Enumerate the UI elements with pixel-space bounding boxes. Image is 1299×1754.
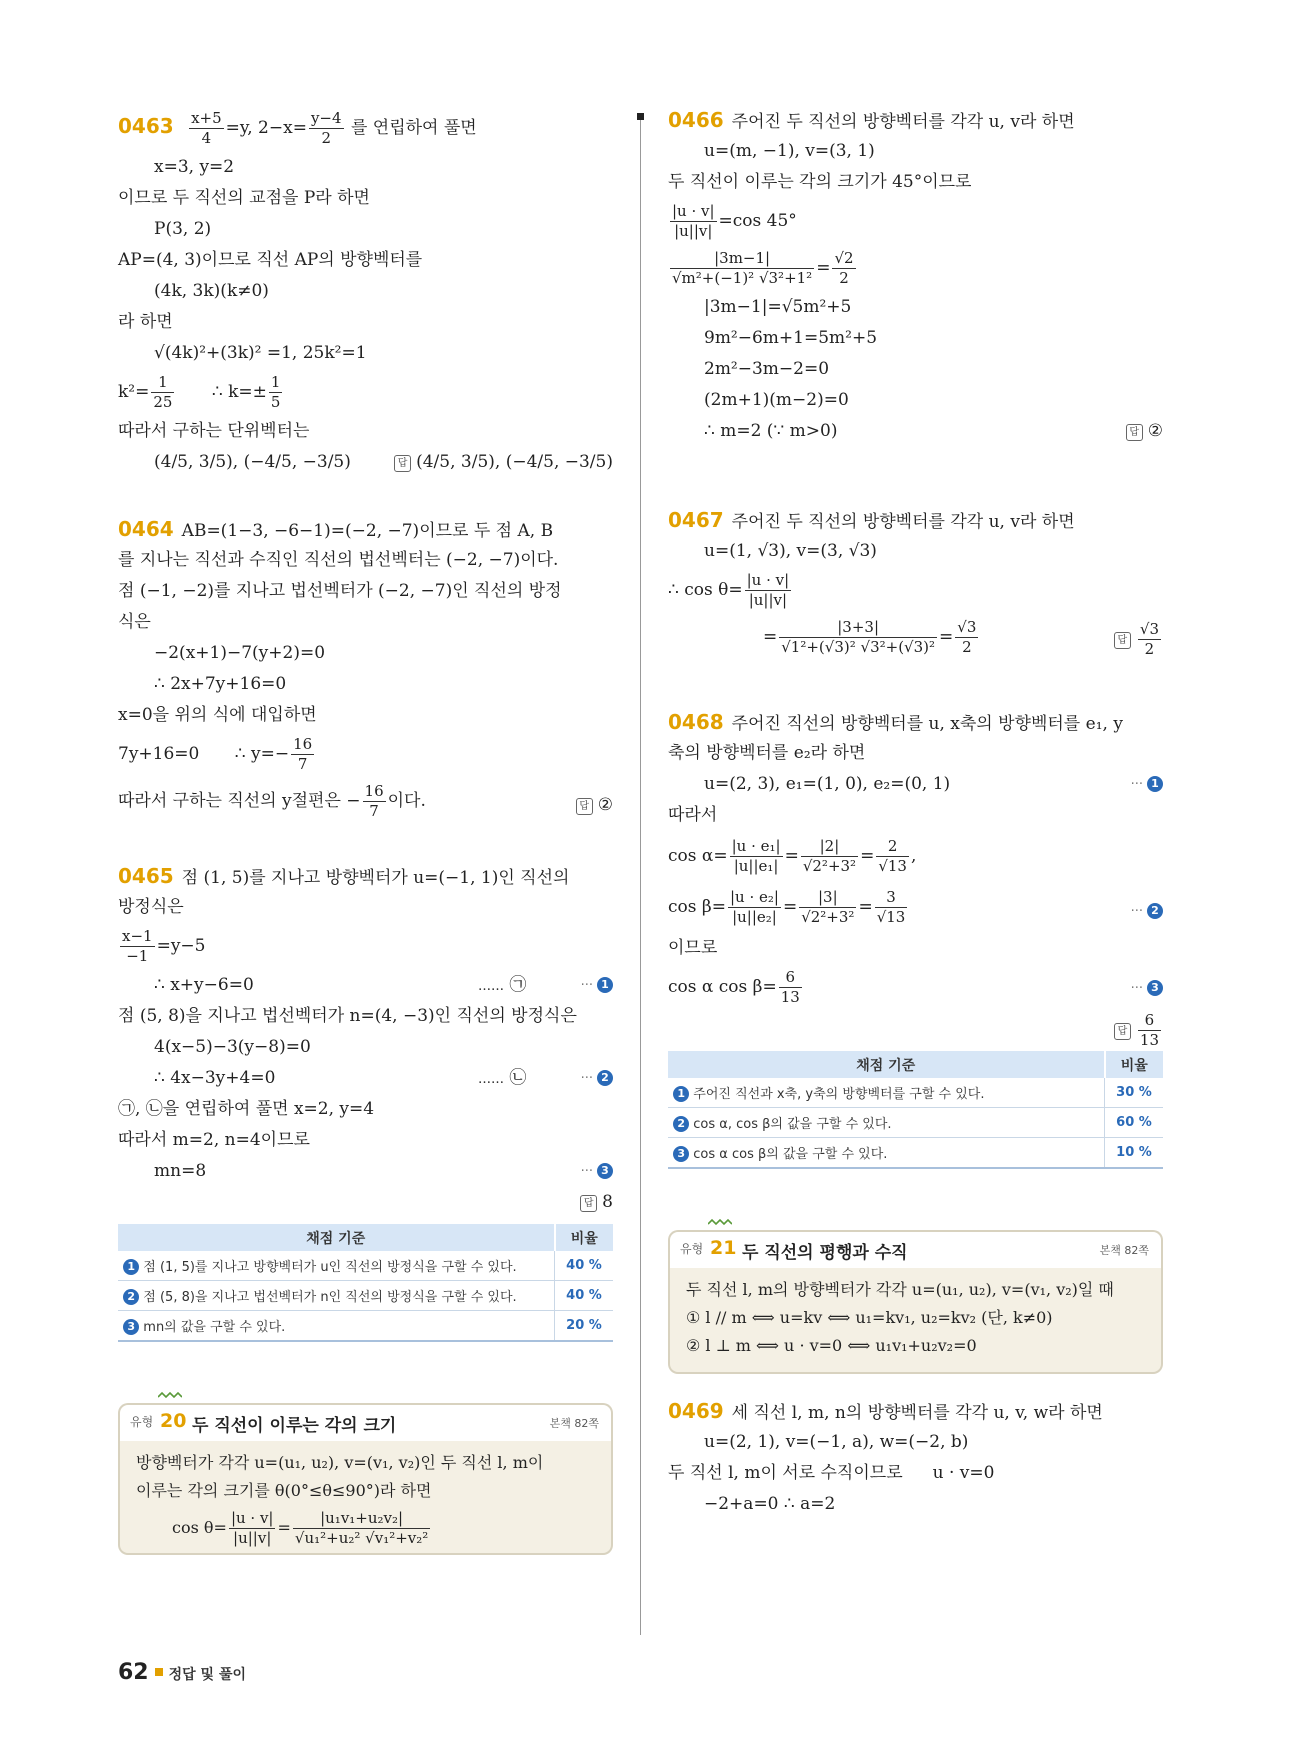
p0468-line-5: cos α= $\frac{\text{|u · e₁|}}{\text{|u||e₁|}}$ = $\frac{|2|}{\text{√2²+3²}}$ = $\frac{2}{√13}$ , — [668, 837, 917, 875]
fraction: $\frac{|2|}{\text{√2²+3²}}$ — [802, 837, 857, 875]
table-header-criteria: 채점 기준 — [668, 1051, 1105, 1078]
concept-box-21 — [668, 1211, 1163, 1374]
step-marker-2: ··· 2 — [581, 1063, 613, 1094]
step-marker-3: ··· 3 — [1131, 976, 1163, 1002]
p0467-line-3: ∴ cos θ= $\frac{|u \cdot v|}{|u||v|}$ — [668, 571, 790, 609]
p0466-line-7: 9m²−6m+1=5m²+5 — [704, 328, 878, 348]
p0463-line-7: 라 하면 — [118, 312, 173, 332]
p0468-line-6: cos β= $\frac{\text{|u · e₂|}}{\text{|u||e₂|}}$ = $\frac{|3|}{\text{√2²+3²}}$ = $\frac{3}{√13}$ ··· 2 — [668, 882, 1163, 933]
p0465-line-6: 4(x−5)−3(y−8)=0 — [154, 1037, 311, 1057]
concept-box-header: 유형 20 두 직선이 이루는 각의 크기 본책 82쪽 — [118, 1403, 613, 1441]
step-2-icon: 2 — [673, 1116, 689, 1132]
table-row: 3 mn의 값을 구할 수 있다. 20 % — [118, 1311, 613, 1342]
p0465-line-2: 방정식은 — [118, 897, 184, 917]
table-row: 2 점 (5, 8)을 지나고 법선벡터가 n인 직선의 방정식을 구할 수 있다. 40 % — [118, 1281, 613, 1311]
answer-0465: 답 8 — [580, 1187, 613, 1218]
p0465-line-7: ∴ 4x−3y+4=0 …… ㉡ ··· 2 — [118, 1063, 613, 1094]
p0464-line-4: 식은 — [118, 612, 151, 632]
p0463-line-6: (4k, 3k)(k≠0) — [154, 281, 269, 301]
answer-0464: 답 ② — [576, 792, 613, 818]
step-marker-3: ··· 3 — [581, 1156, 613, 1187]
page-number: 62 — [118, 1660, 149, 1685]
step-1-icon: 1 — [673, 1086, 689, 1102]
p0463-line-4: P(3, 2) — [154, 219, 212, 239]
problem-number-0468: 0468 — [668, 710, 724, 734]
p0464-line-2: 를 지나는 직선과 수직인 직선의 법선벡터는 (−2, −7)이다. — [118, 550, 559, 570]
table-row: 2 cos α, cos β의 값을 구할 수 있다. 60 % — [668, 1108, 1163, 1138]
table-row: 3 cos α cos β의 값을 구할 수 있다. 10 % — [668, 1138, 1163, 1169]
fraction: $\frac{x+5}{4}$ — [191, 109, 222, 147]
problem-number-0466: 0466 — [668, 108, 724, 132]
textbook-reference: 본책 82쪽 — [1099, 1244, 1149, 1257]
p0468-answer-line — [668, 1011, 1163, 1049]
problem-number-0467: 0467 — [668, 508, 724, 532]
fraction: $\frac{|3m-1|}{\text{√m²+(−1)² √3²+1²}}$ — [672, 249, 813, 287]
table-row: 1 점 (1, 5)를 지나고 방향벡터가 u인 직선의 방정식을 구할 수 있다. 40 % — [118, 1251, 613, 1281]
p0465-answer-line — [118, 1187, 613, 1218]
p0466-line-9: (2m+1)(m−2)=0 — [704, 390, 849, 410]
step-marker-2: ··· 2 — [1131, 900, 1163, 924]
step-3-icon: 3 — [1147, 980, 1163, 996]
table-row: 1 주어진 직선과 x축, y축의 방향벡터를 구할 수 있다. 30 % — [668, 1078, 1163, 1108]
p0466-line-6: |3m−1|=√5m²+5 — [704, 297, 852, 317]
p0469-line-2: u=(2, 1), v=(−1, a), w=(−2, b) — [704, 1432, 969, 1452]
p0468-line-7: 이므로 — [668, 938, 718, 958]
step-2-icon: 2 — [1147, 903, 1163, 919]
problem-number-0469: 0469 — [668, 1399, 724, 1423]
bullet-square-icon — [155, 1668, 163, 1676]
p0466-line-2: u=(m, −1), v=(3, 1) — [704, 141, 875, 161]
p0463-line-2: x=3, y=2 — [154, 157, 235, 177]
divider-mark — [637, 113, 644, 120]
fraction: $\frac{2}{√13}$ — [878, 837, 907, 875]
concept-title: 두 직선이 이루는 각의 크기 — [192, 1416, 397, 1436]
column-divider — [640, 115, 641, 1635]
step-3-icon: 3 — [673, 1146, 689, 1162]
p0466-line-10: ∴ m=2 (∵ m>0) 답 ② — [668, 416, 1163, 447]
fraction: $\frac{x-1}{-1}$ — [122, 927, 153, 965]
step-1-icon: 1 — [597, 977, 613, 993]
problem-number-0465: 0465 — [118, 864, 174, 888]
p0464-line-9: 따라서 구하는 직선의 y절편은 − $\frac{16}{7}$ 이다. 답 ② — [118, 782, 613, 820]
p0469-line-4: −2+a=0 ∴ a=2 — [704, 1494, 836, 1514]
fraction: $\frac{\text{|u · e₂|}}{\text{|u||e₂|}}$ — [729, 888, 779, 926]
page-footer — [118, 1660, 246, 1685]
answer-mark-icon: 답 — [580, 1195, 597, 1212]
footer-title: 정답 및 풀이 — [168, 1667, 246, 1683]
p0463-line-1: 0463 $\frac{x+5}{4}$ =y, 2−x= $\frac{y-4}{2}$ 를 연립하여 풀면 — [118, 109, 477, 147]
p0467-line-2: u=(1, √3), v=(3, √3) — [704, 541, 877, 561]
p0467-line-4: = $\frac{|3+3|}{\text{√1²+(√3)² √3²+(√3)²}}$ = $\frac{√3}{2}$ 답 $\frac{√3}{2}$ — [668, 614, 1163, 661]
answer-mark-icon: 답 — [394, 455, 411, 472]
p0464-line-8: 7y+16=0 ∴ y=− $\frac{16}{7}$ — [118, 735, 313, 773]
p0464-line-6: ∴ 2x+7y+16=0 — [154, 674, 287, 694]
p0469-line-3: 두 직선 l, m이 서로 수직이므로 u · v=0 — [668, 1463, 995, 1483]
answer-mark-icon: 답 — [1126, 424, 1143, 441]
label-giyeok: …… ㉠ — [478, 975, 527, 995]
fraction: $\frac{√3}{2}$ — [957, 618, 977, 656]
p0468-line-2: 축의 방향벡터를 e₂라 하면 — [668, 743, 866, 763]
step-marker-1: ··· 1 — [581, 970, 613, 1001]
fraction: $\frac{16}{7}$ — [364, 782, 384, 820]
p0468-line-8: cos α cos β= $\frac{6}{13}$ ··· 3 — [668, 964, 1163, 1011]
fraction: $\frac{1}{5}$ — [270, 373, 281, 411]
p0468-line-4: 따라서 — [668, 805, 718, 825]
p0463-line-11: (4/5, 3/5), (−4/5, −3/5) 답 (4/5, 3/5), (−4/5, −3/5) — [118, 447, 613, 478]
p0468-line-1: 0468 주어진 직선의 방향벡터를 u, x축의 방향벡터를 e₁, y — [668, 710, 1123, 734]
answer-mark-icon: 답 — [1114, 632, 1131, 649]
answer-0467 — [1114, 620, 1163, 659]
problem-number-0463: 0463 — [118, 114, 174, 138]
step-2-icon: 2 — [597, 1070, 613, 1086]
p0463-line-9: k²= $\frac{1}{25}$ ∴ k=± $\frac{1}{5}$ — [118, 373, 281, 411]
p0463-line-3: 이므로 두 직선의 교점을 P라 하면 — [118, 188, 370, 208]
answer-mark-icon: 답 — [1114, 1023, 1131, 1040]
left-column — [118, 105, 613, 1555]
fraction: $\frac{16}{7}$ — [293, 735, 313, 773]
step-2-icon: 2 — [123, 1289, 139, 1305]
wave-icon — [708, 1218, 732, 1226]
p0466-line-8: 2m²−3m−2=0 — [704, 359, 830, 379]
p0464-line-1: 0464 AB=(1−3, −6−1)=(−2, −7)이므로 두 점 A, B — [118, 517, 554, 541]
grading-table-right — [668, 1051, 1163, 1169]
concept-box-body: 두 직선 l, m의 방향벡터가 각각 u=(u₁, u₂), v=(v₁, v₂)일 때 ① l // m ⟺ u=kv ⟺ u₁=kv₁, u₂=kv₂ (단, k≠0) ② l ⊥ m ⟺ u · v=0 ⟺ u₁v₁+u₂v₂=0 — [668, 1268, 1163, 1374]
p0466-line-1: 0466 주어진 두 직선의 방향벡터를 각각 u, v라 하면 — [668, 108, 1075, 132]
concept-box-header: 유형 21 두 직선의 평행과 수직 본책 82쪽 — [668, 1230, 1163, 1268]
p0463-line-8: √(4k)²+(3k)² =1, 25k²=1 — [154, 343, 367, 363]
fraction: $\frac{3}{√13}$ — [876, 888, 906, 926]
p0465-line-10: mn=8 ··· 3 — [118, 1156, 613, 1187]
p0464-line-7: x=0을 위의 식에 대입하면 — [118, 705, 317, 725]
fraction: $\frac{|3+3|}{\text{√1²+(√3)² √3²+(√3)²}}$ — [781, 618, 936, 656]
fraction: $\frac{|u \cdot v|}{|u||v|}$ — [746, 571, 790, 609]
p0464-line-3: 점 (−1, −2)를 지나고 법선벡터가 (−2, −7)인 직선의 방정 — [118, 581, 562, 601]
concept-box-20 — [118, 1384, 613, 1555]
fraction: $\frac{\text{|u · e₁|}}{\text{|u||e₁|}}$ — [731, 837, 781, 875]
p0463-line-5: AP=(4, 3)이므로 직선 AP의 방향벡터를 — [118, 250, 423, 270]
problem-number-0464: 0464 — [118, 517, 174, 541]
step-3-icon: 3 — [123, 1319, 139, 1335]
p0465-line-9: 따라서 m=2, n=4이므로 — [118, 1130, 310, 1150]
wave-icon — [158, 1391, 182, 1399]
concept-box-body: 방향벡터가 각각 u=(u₁, u₂), v=(v₁, v₂)인 두 직선 l, m이 이루는 각의 크기를 θ(0°≤θ≤90°)라 하면 cos θ= $\frac{|u \cdot v|}{|u||v|}$ = $\frac{\text{|u₁v₁+u₂v₂|}}{\text{√u₁²+u₂² √v₁²+v₂²}}$ — [118, 1441, 613, 1555]
answer-0466: 답 ② — [1126, 416, 1163, 447]
fraction: $\frac{6}{13}$ — [1139, 1011, 1159, 1049]
step-1-icon: 1 — [123, 1259, 139, 1275]
p0467-line-1: 0467 주어진 두 직선의 방향벡터를 각각 u, v라 하면 — [668, 508, 1075, 532]
table-header-criteria: 채점 기준 — [118, 1224, 555, 1251]
fraction: $\frac{|u \cdot v|}{|u||v|}$ — [672, 202, 715, 240]
fraction: $\frac{|3|}{\text{√2²+3²}}$ — [801, 888, 855, 926]
p0465-line-3: $\frac{x-1}{-1}$ =y−5 — [122, 927, 206, 965]
concept-title: 두 직선의 평행과 수직 — [742, 1243, 908, 1263]
p0465-line-8: ㉠, ㉡을 연립하여 풀면 x=2, y=4 — [118, 1099, 375, 1119]
fraction: $\frac{\text{|u₁v₁+u₂v₂|}}{\text{√u₁²+u₂² √v₁²+v₂²}}$ — [294, 1509, 429, 1547]
p0465-line-5: 점 (5, 8)을 지나고 법선벡터가 n=(4, −3)인 직선의 방정식은 — [118, 1006, 577, 1026]
step-3-icon: 3 — [597, 1163, 613, 1179]
p0463-line-10: 따라서 구하는 단위벡터는 — [118, 421, 310, 441]
fraction: $\frac{√3}{2}$ — [1139, 620, 1159, 658]
p0466-line-5: $\frac{|3m-1|}{\text{√m²+(−1)² √3²+1²}}$ = $\frac{√2}{2}$ — [672, 249, 854, 287]
fraction: $\frac{√2}{2}$ — [834, 249, 854, 287]
p0466-line-4: $\frac{|u \cdot v|}{|u||v|}$ =cos 45° — [672, 202, 797, 240]
answer-mark-icon: 답 — [576, 798, 593, 815]
fraction: $\frac{1}{25}$ — [153, 373, 173, 411]
table-header-ratio: 비율 — [1105, 1051, 1164, 1078]
textbook-reference: 본책 82쪽 — [549, 1417, 599, 1430]
table-header-ratio: 비율 — [555, 1224, 614, 1251]
fraction: $\frac{6}{13}$ — [780, 968, 800, 1006]
p0466-line-3: 두 직선이 이루는 각의 크기가 45°이므로 — [668, 172, 972, 192]
p0465-line-4: ∴ x+y−6=0 …… ㉠ ··· 1 — [118, 970, 613, 1001]
p0464-line-5: −2(x+1)−7(y+2)=0 — [154, 643, 326, 663]
p0469-line-1: 0469 세 직선 l, m, n의 방향벡터를 각각 u, v, w라 하면 — [668, 1399, 1103, 1423]
p0468-line-3: u=(2, 3), e₁=(1, 0), e₂=(0, 1) ··· 1 — [668, 769, 1163, 800]
p0465-line-1: 0465 점 (1, 5)를 지나고 방향벡터가 u=(−1, 1)인 직선의 — [118, 864, 570, 888]
grading-table-left — [118, 1224, 613, 1342]
right-column — [668, 105, 1163, 1520]
answer-0463: 답 (4/5, 3/5), (−4/5, −3/5) — [394, 447, 613, 478]
answer-0468 — [1114, 1011, 1163, 1050]
fraction: $\frac{y-4}{2}$ — [310, 109, 342, 147]
step-1-icon: 1 — [1147, 776, 1163, 792]
fraction: $\frac{|u \cdot v|}{|u||v|}$ — [230, 1509, 274, 1547]
label-nieun: …… ㉡ — [478, 1068, 527, 1088]
step-marker-1: ··· 1 — [1131, 769, 1163, 800]
